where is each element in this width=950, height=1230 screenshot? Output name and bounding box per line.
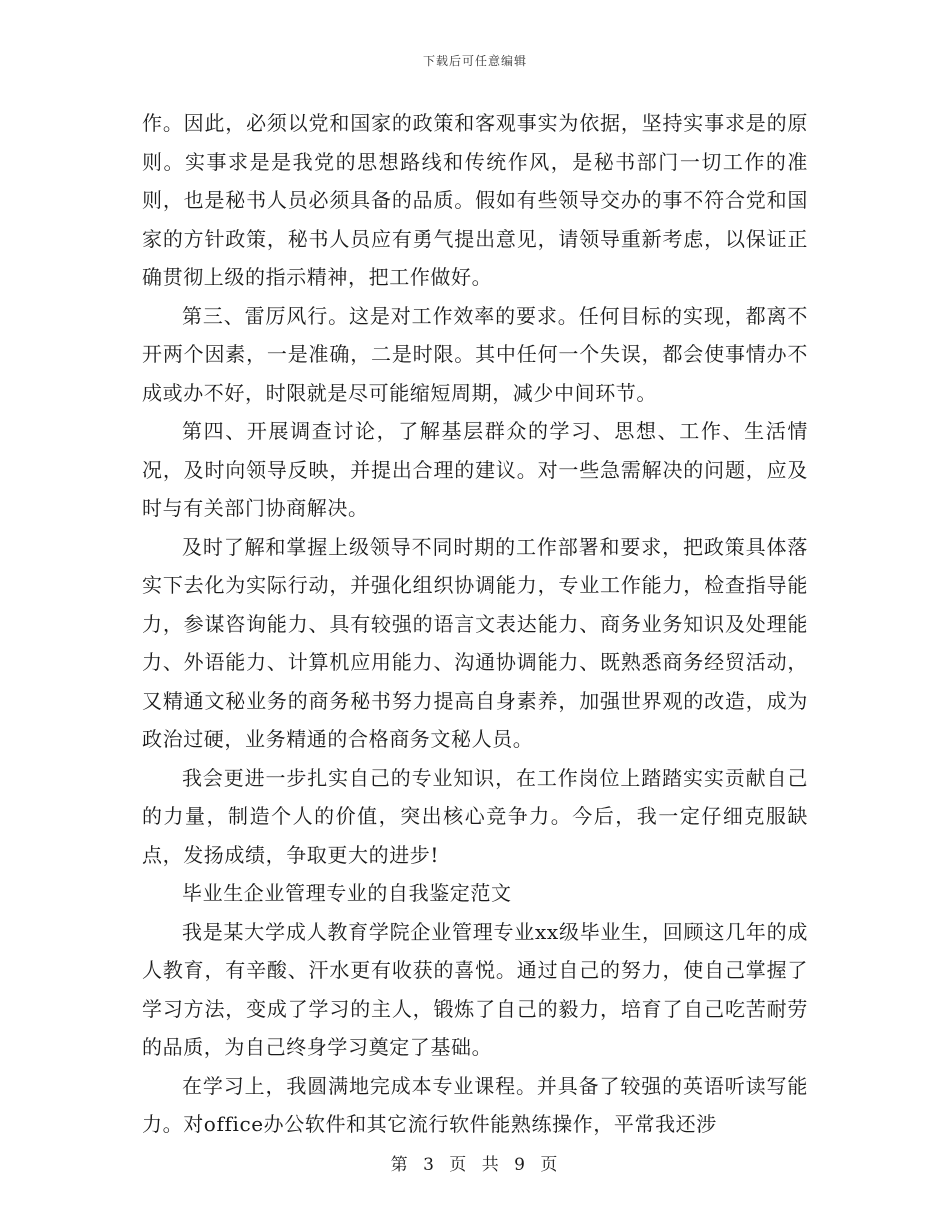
header-note: 下载后可任意编辑 xyxy=(422,54,527,68)
footer-suffix: 页 xyxy=(540,1155,560,1175)
section-heading: 毕业生企业管理专业的自我鉴定范文 xyxy=(182,881,512,905)
paragraph-3: 第四、开展调查讨论，了解基层群众的学习、思想、工作、生活情况，及时向领导反映，并提出合理的建议。对一些急需解决的问题，应及时与有关部门协商解决。 xyxy=(142,419,808,520)
paragraph-7: 在学习上，我圆满地完成本专业课程。并具备了较强的英语听读写能力。对office办公软件和其它流行软件能熟练操作，平常我还涉 xyxy=(142,1073,808,1136)
paragraph-6: 我是某大学成人教育学院企业管理专业xx级毕业生，回顾这几年的成人教育，有辛酸、汗水更有收获的喜悦。通过自己的努力，使自己掌握了学习方法，变成了学习的主人，锻炼了自己的毅力，培育了自己吃苦耐劳的品质，为自己终身学习奠定了基础。 xyxy=(142,919,808,1059)
footer-prefix: 第 xyxy=(390,1155,410,1175)
paragraph-5: 我会更进一步扎实自己的专业知识，在工作岗位上踏踏实实贡献自己的力量，制造个人的价值，突出核心竞争力。今后，我一定仔细克服缺点，发扬成绩，争取更大的进步! xyxy=(142,765,808,867)
footer-total-label: 共 xyxy=(481,1155,501,1175)
body-content xyxy=(142,104,808,1144)
paragraph-2: 第三、雷厉风行。这是对工作效率的要求。任何目标的实现，都离不开两个因素，一是准确，二是时限。其中任何一个失误，都会使事情办不成或办不好，时限就是尽可能缩短周期，减少中间环节。 xyxy=(142,303,808,405)
footer-total-pages: 9 xyxy=(514,1155,527,1175)
paragraph-1: 作。因此，必须以党和国家的政策和客观事实为依据，坚持实事求是的原则。实事求是是我党的思想路线和传统作风，是秘书部门一切工作的准则，也是秘书人员必须具备的品质。假如有些领导交办的事不符合党和国家的方针政策，秘书人员应有勇气提出意见，请领导重新考虑，以保证正确贯彻上级的指示精神，把工作做好。 xyxy=(142,111,808,289)
paragraph-4: 及时了解和掌握上级领导不同时期的工作部署和要求，把政策具体落实下去化为实际行动，并强化组织协调能力，专业工作能力，检查指导能力，参谋咨询能力、具有较强的语言文表达能力、商务业务知识及处理能力、外语能力、计算机应用能力、沟通协调能力、既熟悉商务经贸活动，又精通文秘业务的商务秘书努力提高自身素养，加强世界观的改造，成为政治过硬，业务精通的合格商务文秘人员。 xyxy=(142,534,808,751)
footer-current-page: 3 xyxy=(423,1155,436,1175)
page-footer xyxy=(0,1150,950,1175)
footer-mid: 页 xyxy=(449,1155,469,1175)
